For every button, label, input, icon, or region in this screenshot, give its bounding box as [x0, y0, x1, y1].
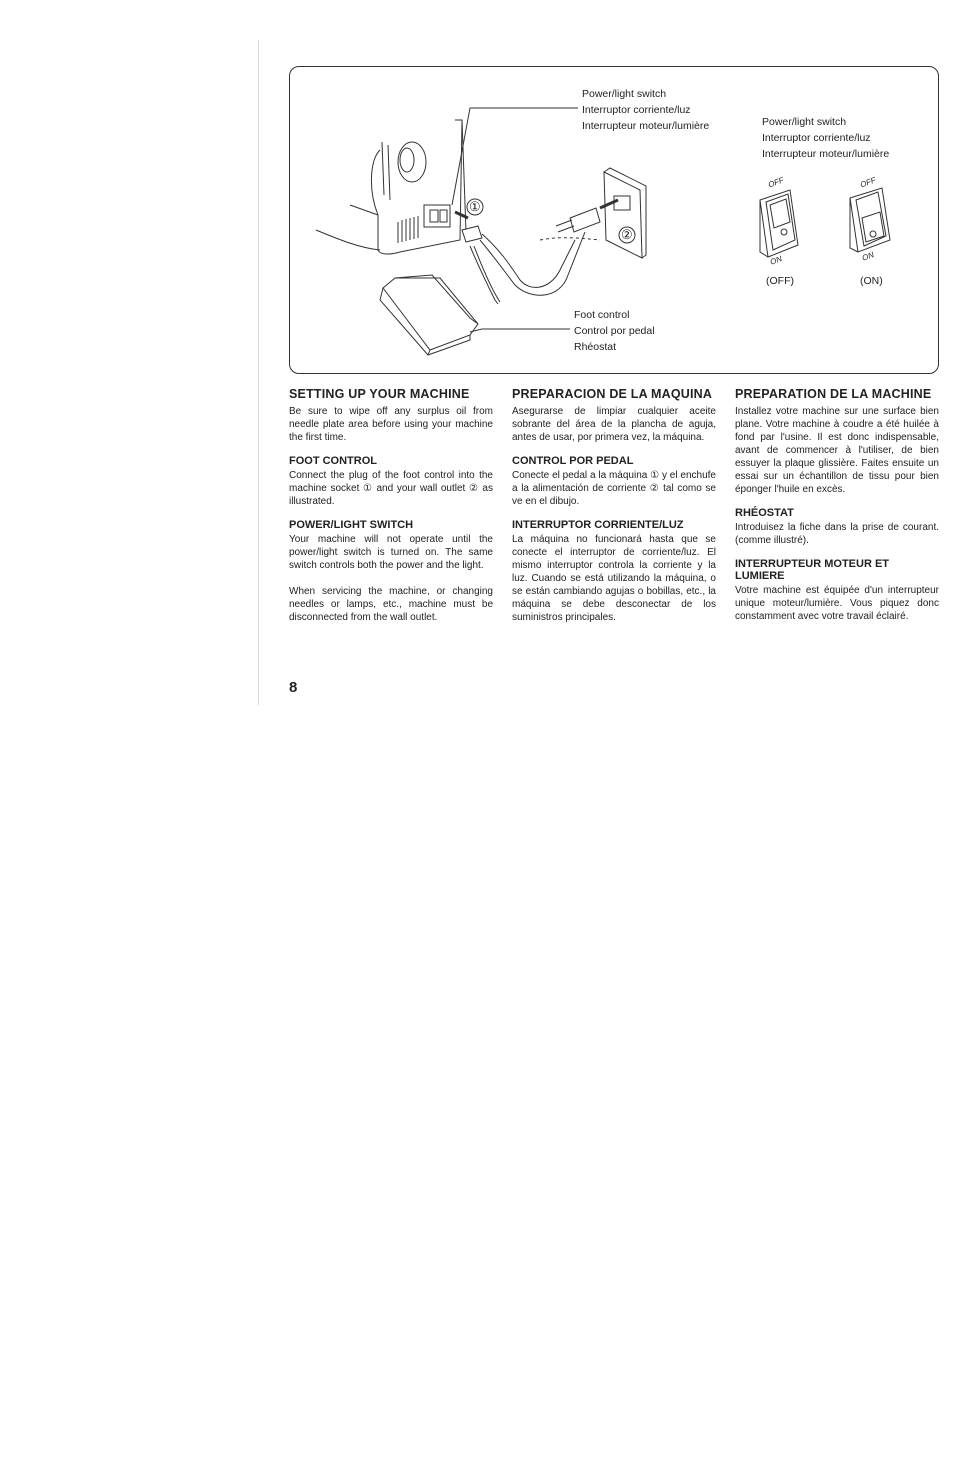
label-fr: Rhéostat	[574, 341, 617, 353]
paragraph: Introduisez la fiche dans la prise de courant. (comme illustré).	[735, 522, 939, 546]
paragraph: Conecte el pedal a la máquina ① y el enchufe a la alimentación de corriente ② tal como se ve en el dibujo.	[512, 470, 716, 507]
switch-on-top-label: OFF	[858, 175, 878, 190]
switch-off-top-label: OFF	[766, 175, 786, 190]
switch-off-drawing	[760, 190, 798, 257]
label-es: Interruptor corriente/luz	[582, 104, 691, 116]
subheading: FOOT CONTROL	[289, 455, 377, 467]
switch-on-caption: (ON)	[860, 275, 883, 287]
paragraph: Your machine will not operate until the power/light switch is turned on. The same switch controls both the power and the light.	[289, 534, 493, 571]
column-spanish	[512, 388, 716, 635]
callout-1: ①	[469, 199, 481, 214]
section-title: PREPARATION DE LA MACHINE	[735, 387, 932, 401]
switch-on-bottom-label: ON	[860, 250, 876, 263]
label-es: Interruptor corriente/luz	[762, 132, 871, 144]
section-title: SETTING UP YOUR MACHINE	[289, 387, 470, 401]
foot-leader-line	[470, 329, 570, 332]
label-en: Power/light switch	[582, 88, 667, 100]
intro-paragraph: Be sure to wipe off any surplus oil from needle plate area before using your machine the first time.	[289, 406, 493, 443]
control-pedal-section	[512, 455, 716, 508]
switch-off-caption: (OFF)	[766, 275, 794, 287]
foot-control-label	[574, 307, 655, 355]
paragraph: La máquina no funcionará hasta que se conecte el interruptor de corriente/luz. El mismo interruptor controla la corriente y la luz. Cuando se está utilizando la máquina, o se están cambiando agujas o bobillas, etc., la máquina se debe desconectar de los suministros principales.	[512, 534, 716, 623]
callout-2: ②	[621, 227, 633, 242]
interrupteur-section	[735, 558, 939, 623]
column-french	[735, 388, 939, 634]
switch-leader-line	[452, 108, 578, 205]
column-english	[289, 388, 493, 635]
paragraph: When servicing the machine, or changing needles or lamps, etc., machine must be disconnected from the wall outlet.	[289, 586, 493, 623]
intro-paragraph: Asegurarse de limpiar cualquier aceite sobrante del área de la plancha de aguja, antes de usar, por primera vez, la máquina.	[512, 406, 716, 443]
power-switch-section	[289, 519, 493, 624]
label-fr: Interrupteur moteur/lumière	[582, 120, 710, 132]
rheostat-section	[735, 507, 939, 547]
subheading: INTERRUPTEUR MOTEUR ET LUMIERE	[735, 558, 889, 582]
label-fr: Interrupteur moteur/lumière	[762, 148, 890, 160]
paragraph: Connect the plug of the foot control into the machine socket ① and your wall outlet ② as illustrated.	[289, 470, 493, 507]
subheading: RHÉOSTAT	[735, 507, 794, 519]
switch-off-bottom-label: ON	[768, 254, 784, 267]
intro-paragraph: Installez votre machine sur une surface bien plane. Votre machine à coudre a été huilée à fond par l'usine. Il est donc indispensable, avant de commencer à l'utiliser, de bien essuyer la plaque glissière. Faites ensuite un essai sur un échantillon de tissu pour bien éponger l'huile en excès.	[735, 406, 939, 495]
label-en: Foot control	[574, 309, 630, 321]
sewing-machine-drawing	[316, 120, 466, 254]
foot-control-drawing	[380, 275, 478, 355]
subheading: INTERRUPTOR CORRIENTE/LUZ	[512, 519, 684, 531]
label-en: Power/light switch	[762, 116, 847, 128]
subheading: CONTROL POR PEDAL	[512, 455, 634, 467]
label-es: Control por pedal	[574, 325, 655, 337]
section-title: PREPARACION DE LA MAQUINA	[512, 387, 713, 401]
switch-on-drawing	[850, 188, 890, 252]
subheading: POWER/LIGHT SWITCH	[289, 519, 414, 531]
page-number: 8	[289, 679, 298, 696]
power-switch-label-main	[582, 86, 709, 134]
paragraph: Votre machine est équipée d'un interrupteur unique moteur/lumière. Vous piquez donc constamment avec votre travail éclairé.	[735, 585, 939, 622]
power-switch-label-detail	[762, 114, 889, 162]
foot-control-section	[289, 455, 493, 508]
interruptor-section	[512, 519, 716, 624]
